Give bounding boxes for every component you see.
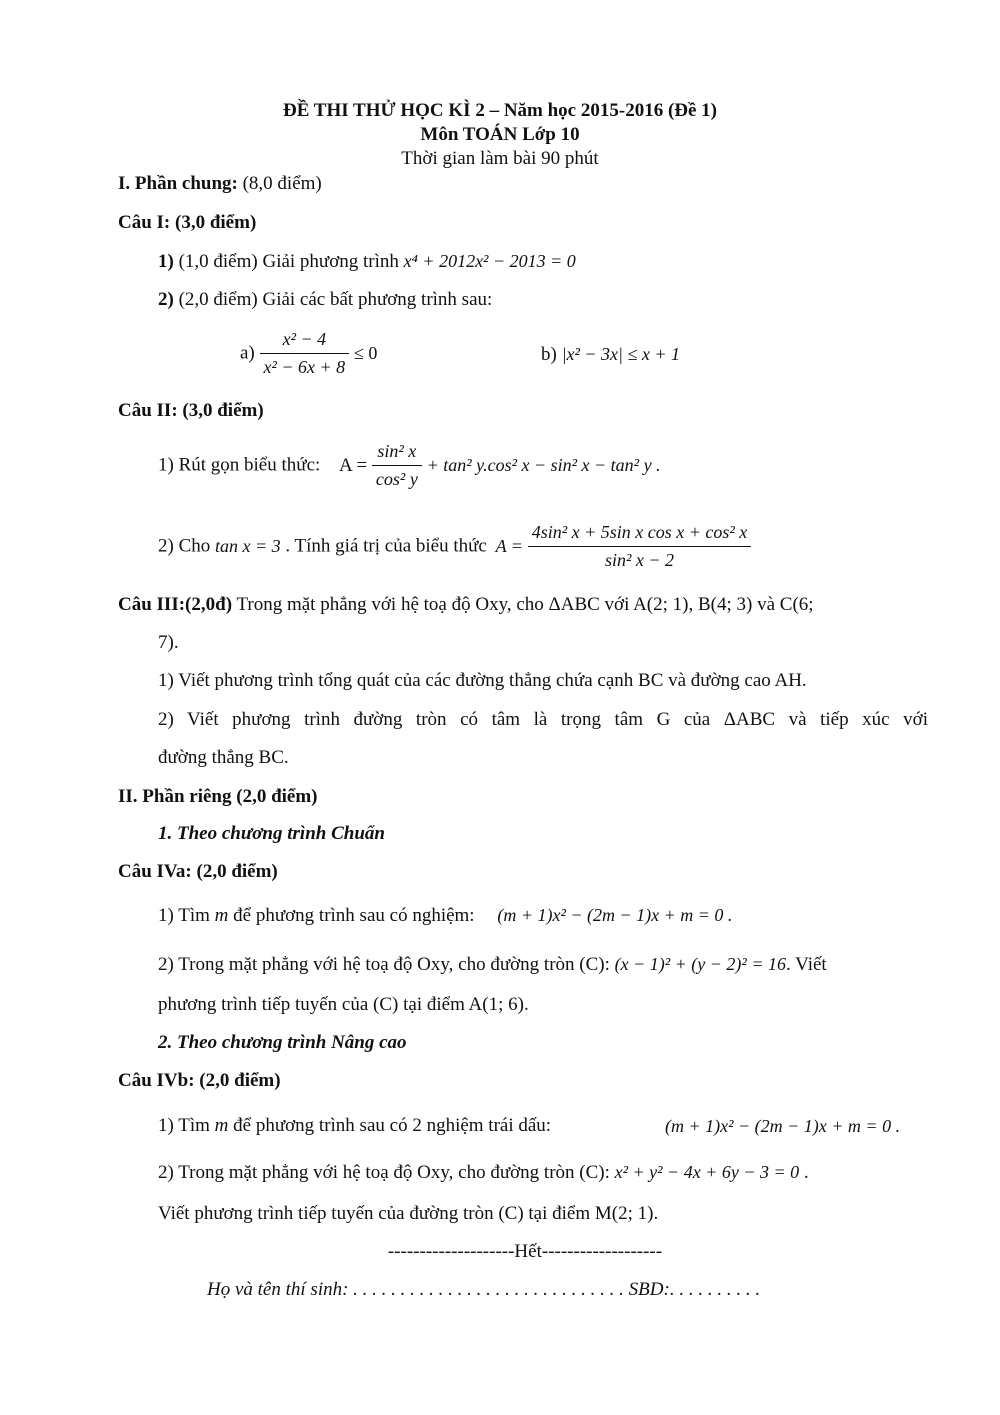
q4a-item2-line2: phương trình tiếp tuyến của (C) tại điểm A(1; 6).	[158, 994, 529, 1015]
q2-item2	[158, 522, 751, 571]
part1-points: (8,0 điểm)	[237, 173, 322, 194]
q4a-item2-circle-equation: (x − 1)² + (y − 2)² = 16	[614, 954, 786, 974]
candidate-info-line: Họ và tên thí sinh: . . . . . . . . . . . . . . . . . . . . . . . . . . . . . SBD:. . . . . . . . . .	[207, 1279, 761, 1300]
q4b-item1-post: để phương trình sau có 2 nghiệm trái dấu:	[228, 1115, 552, 1136]
q1-item2	[158, 289, 492, 311]
q2-item1-denominator: cos² y	[375, 469, 418, 489]
q1-a-label: a)	[240, 342, 255, 364]
exam-subject: Môn TOÁN Lớp 10	[420, 124, 580, 145]
q4b-label: Câu IVb: (2,0 điểm)	[118, 1070, 281, 1091]
q1-item1-text: (1,0 điểm) Giải phương trình	[173, 251, 404, 272]
part1-heading	[118, 173, 322, 195]
q4b-item2-post: .	[799, 1162, 809, 1183]
q2-item1-fraction	[372, 441, 422, 490]
q3-item2-line1: 2) Viết phương trình đường tròn có tâm là trọng tâm G của ΔABC và tiếp xúc với	[158, 709, 928, 730]
q3-intro: Trong mặt phẳng với hệ toạ độ Oxy, cho ΔABC với A(2; 1), B(4; 3) và C(6;	[232, 594, 814, 615]
q4a-item1-equation: (m + 1)x² − (2m − 1)x + m = 0 .	[497, 905, 733, 925]
q1-b-inequality: |x² − 3x| ≤ x + 1	[561, 344, 681, 364]
q4b-item2-circle-equation: x² + y² − 4x + 6y − 3 = 0	[614, 1162, 800, 1182]
q2-item1-numerator: sin² x	[372, 441, 422, 466]
q4a-label: Câu IVa: (2,0 điểm)	[118, 861, 278, 882]
part2-heading: II. Phần riêng (2,0 điểm)	[118, 786, 318, 807]
q2-item2-fraction	[528, 522, 752, 571]
q2-item1	[158, 441, 661, 490]
q1-item1	[158, 251, 576, 273]
q4a-item1	[158, 905, 732, 927]
q2-item2-lhs: A =	[495, 536, 523, 556]
q4b-item1	[158, 1115, 551, 1137]
q4a-item2-post: . Viết	[785, 954, 827, 975]
q4b-item1-equation: (m + 1)x² − (2m − 1)x + m = 0 .	[665, 1116, 901, 1136]
part1-label: I. Phần chung:	[118, 173, 238, 194]
q4b-item1-pre: 1) Tìm	[158, 1115, 215, 1136]
q2-item2-text2: . Tính giá trị của biểu thức	[285, 535, 492, 557]
section-advanced: 2. Theo chương trình Nâng cao	[158, 1032, 407, 1053]
q3-item2-line2: đường thẳng BC.	[158, 747, 289, 768]
q2-label: Câu II: (3,0 điểm)	[118, 400, 264, 421]
q2-item1-expression: + tan² y.cos² x − sin² x − tan² y .	[426, 455, 661, 475]
q4a-item2-line1	[158, 954, 930, 976]
exam-time: Thời gian làm bài 90 phút	[401, 148, 599, 169]
q4a-item1-pre: 1) Tìm	[158, 905, 215, 926]
section-standard: 1. Theo chương trình Chuẩn	[158, 823, 385, 844]
q1-a-fraction	[260, 329, 350, 378]
q1-a-numerator: x² − 4	[260, 329, 350, 354]
q1-item1-number: 1)	[158, 251, 174, 272]
q1-part-a	[240, 329, 377, 378]
exam-title: ĐỀ THI THỬ HỌC KÌ 2 – Năm học 2015-2016 (Đề 1)	[282, 100, 717, 121]
q4a-item1-variable: m	[214, 905, 229, 926]
q1-label: Câu I: (3,0 điểm)	[118, 212, 257, 233]
q2-item2-text: 2) Cho	[158, 535, 215, 557]
q3-intro-continued: 7).	[158, 632, 179, 653]
end-marker: --------------------Hết-------------------	[387, 1241, 663, 1262]
q4b-item2-line2: Viết phương trình tiếp tuyến của đường tròn (C) tại điểm M(2; 1).	[158, 1203, 659, 1224]
q2-item2-condition: tan x = 3	[215, 536, 281, 556]
q4a-item2-pre: 2) Trong mặt phẳng với hệ toạ độ Oxy, cho đường tròn (C):	[158, 954, 615, 975]
q3-item1: 1) Viết phương trình tổng quát của các đường thẳng chứa cạnh BC và đường cao AH.	[158, 670, 807, 691]
q4b-item2-pre: 2) Trong mặt phẳng với hệ toạ độ Oxy, cho đường tròn (C):	[158, 1162, 615, 1183]
q1-item2-text: (2,0 điểm) Giải các bất phương trình sau:	[173, 289, 493, 310]
q2-item2-denominator: sin² x − 2	[604, 550, 674, 570]
q3-label: Câu III:(2,0đ)	[118, 594, 233, 615]
q1-part-b	[541, 344, 680, 366]
q2-item2-numerator: 4sin² x + 5sin x cos x + cos² x	[528, 522, 752, 547]
q1-b-label: b)	[541, 344, 557, 365]
q3-line1	[118, 594, 814, 616]
q1-item2-number: 2)	[158, 289, 174, 310]
q2-item1-lhs: A =	[339, 454, 368, 476]
q1-a-relation: ≤ 0	[353, 343, 378, 363]
q1-item1-equation: x⁴ + 2012x² − 2013 = 0	[403, 251, 576, 271]
q2-item1-text: 1) Rút gọn biểu thức:	[158, 454, 321, 476]
q4b-item1-variable: m	[214, 1115, 229, 1136]
q4b-item2-line1	[158, 1162, 930, 1184]
q1-a-denominator: x² − 6x + 8	[263, 357, 346, 377]
q4a-item1-post: để phương trình sau có nghiệm:	[228, 905, 475, 926]
